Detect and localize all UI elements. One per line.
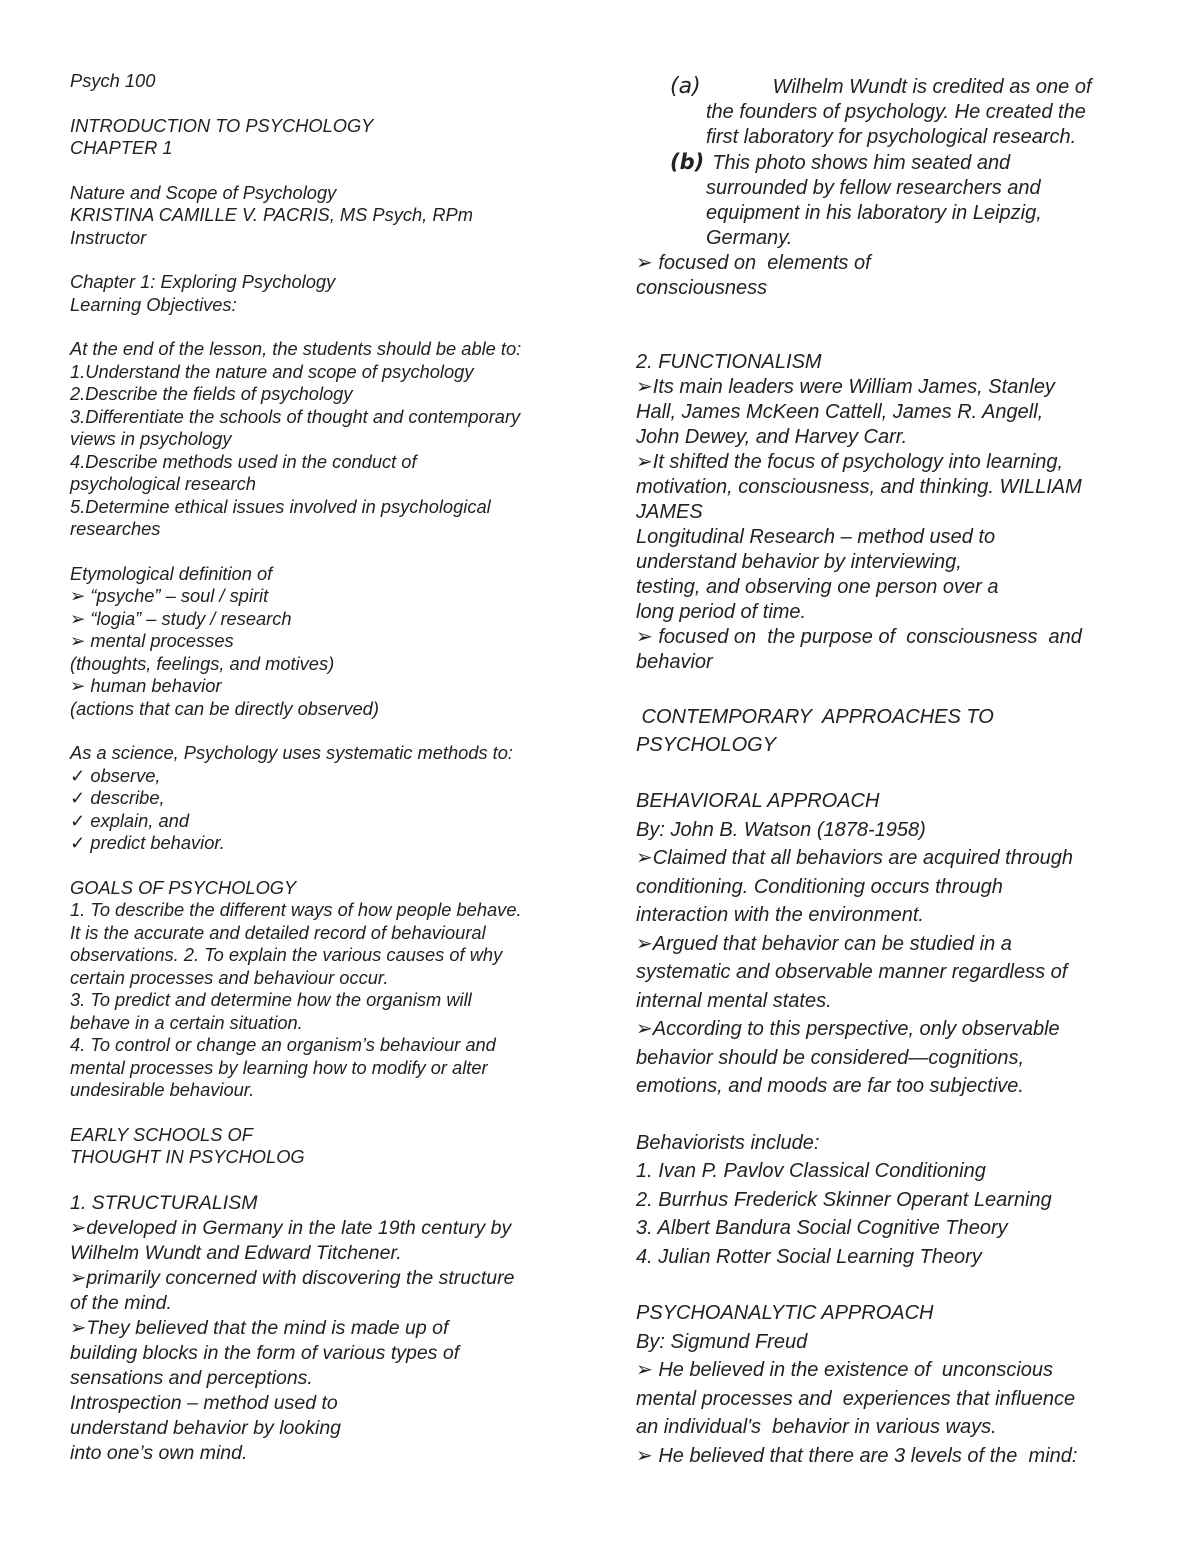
text-line: EARLY SCHOOLS OF [70, 1123, 253, 1145]
text-line: 1. STRUCTURALISM [70, 1191, 258, 1214]
caption-b-rest [636, 176, 1136, 251]
text-line: Longitudinal Research – method used to [636, 526, 996, 548]
text-line: systematic and observable manner regardless of [636, 961, 1068, 983]
left-column [70, 70, 570, 1466]
goals-section [70, 877, 570, 1102]
text-line: ➢primarily concerned with discovering the structure [70, 1266, 515, 1289]
text-line: equipment in his laboratory in Leipzig, [706, 202, 1042, 224]
text-line: Wilhelm Wundt and Edward Titchener. [70, 1241, 402, 1264]
functionalism-section [636, 350, 1136, 675]
text-line: By: John B. Watson (1878-1958) [636, 818, 926, 841]
text-line: 1. Ivan P. Pavlov Classical Conditioning [636, 1160, 986, 1182]
text-line: THOUGHT IN PSYCHOLOG [70, 1146, 305, 1167]
text-line: 3.Differentiate the schools of thought and contemporary [70, 405, 521, 427]
text-line: By: Sigmund Freud [636, 1330, 808, 1353]
text-line: ➢Its main leaders were William James, Stanley [636, 376, 1055, 398]
text-line: ➢ focused on elements of [636, 252, 871, 274]
text-line: 5.Determine ethical issues involved in psychological [70, 495, 491, 517]
text-line: psychological research [70, 473, 256, 494]
text-line: Instructor [70, 226, 147, 248]
text-line: understand behavior by looking [70, 1416, 342, 1439]
psychoanalytic-section [636, 1299, 1136, 1470]
text-line: CHAPTER 1 [70, 137, 173, 158]
text-line: Chapter 1: Exploring Psychology [70, 271, 336, 292]
text-line: ✓ observe, [70, 764, 161, 786]
text-line: the founders of psychology. He created the [706, 101, 1086, 123]
text-line: mental processes and experiences that influence [636, 1387, 1076, 1410]
text-line: researches [70, 518, 161, 539]
text-line: understand behavior by interviewing, [636, 551, 962, 573]
course-header [70, 70, 570, 93]
caption-b [636, 150, 1136, 251]
text-line: John Dewey, and Harvey Carr. [636, 426, 908, 448]
caption-a-label: (a) [670, 74, 701, 99]
text-line: ➢developed in Germany in the late 19th century by [70, 1216, 512, 1239]
text-line: 4. Julian Rotter Social Learning Theory [636, 1245, 982, 1268]
caption-a [636, 74, 1136, 150]
text-line: interaction with the environment. [636, 904, 924, 926]
caption-a-rest [636, 100, 1136, 150]
text-line: 2.Describe the fields of psychology [70, 383, 353, 404]
text-line: It is the accurate and detailed record of behavioural [70, 921, 486, 943]
text-line: testing, and observing one person over a [636, 576, 999, 598]
text-line: ➢Argued that behavior can be studied in a [636, 932, 1012, 955]
behaviorists-list [636, 1129, 1136, 1272]
chapter-block [70, 271, 570, 316]
text-line: Learning Objectives: [70, 293, 237, 315]
text-line: undesirable behaviour. [70, 1079, 255, 1100]
text-line: ➢They believed that the mind is made up of [70, 1316, 449, 1339]
etymology-section [70, 563, 570, 721]
text-line: 3. To predict and determine how the organism will [70, 989, 472, 1010]
text-line: ➢ mental processes [70, 630, 234, 651]
text-line: conditioning. Conditioning occurs through [636, 875, 1003, 898]
text-line: building blocks in the form of various types of [70, 1341, 460, 1364]
text-line: of the mind. [70, 1291, 172, 1314]
text-line: PSYCHOLOGY [636, 734, 777, 756]
text-line: internal mental states. [636, 989, 832, 1012]
text-line: ✓ explain, and [70, 809, 189, 831]
science-section [70, 742, 570, 855]
text-line: behave in a certain situation. [70, 1011, 303, 1033]
text-line: views in psychology [70, 428, 232, 449]
text-line: Germany. [706, 227, 793, 249]
text-line: ➢ He believed that there are 3 levels of the mind: [636, 1444, 1078, 1467]
behavioral-section [636, 787, 1136, 1101]
early-schools-heading [70, 1124, 570, 1169]
text-line: behavior [636, 651, 713, 673]
text-line: 1. To describe the different ways of how people behave. [70, 899, 522, 920]
text-line: ➢ “psyche” – soul / spirit [70, 585, 269, 606]
text-line: Behaviorists include: [636, 1131, 820, 1154]
text-line: ✓ describe, [70, 787, 165, 808]
text-line: behavior should be considered—cognitions, [636, 1046, 1025, 1069]
text-line: first laboratory for psychological research. [706, 126, 1077, 148]
text-line: sensations and perceptions. [70, 1366, 313, 1389]
text-line: (actions that can be directly observed) [70, 697, 379, 719]
text-line: Hall, James McKeen Cattell, James R. Angell, [636, 401, 1044, 423]
text-line: ➢According to this perspective, only observable [636, 1018, 1060, 1040]
text-line: INTRODUCTION TO PSYCHOLOGY [70, 114, 374, 136]
right-column [636, 74, 1136, 1470]
text-line: into one’s own mind. [70, 1441, 248, 1464]
instructor-block [70, 182, 570, 250]
text-line: CONTEMPORARY APPROACHES TO [636, 706, 994, 728]
caption-b-label: (b) [670, 150, 705, 174]
text-line: Psych 100 [70, 70, 156, 91]
text-line: emotions, and moods are far too subjective. [636, 1075, 1024, 1097]
text-line: ➢ focused on the purpose of consciousness and [636, 626, 1082, 648]
contemporary-heading [636, 703, 1136, 759]
text-line: Etymological definition of [70, 562, 273, 584]
caption-b-text: This photo shows him seated and [712, 152, 1011, 174]
text-line: 4.Describe methods used in the conduct of [70, 450, 417, 472]
text-line: GOALS OF PSYCHOLOGY [70, 876, 297, 898]
text-line: At the end of the lesson, the students should be able to: [70, 338, 522, 359]
text-line: motivation, consciousness, and thinking. WILLIAM [636, 476, 1082, 498]
learning-objectives [70, 338, 570, 541]
text-line: JAMES [636, 501, 703, 523]
text-line: observations. 2. To explain the various causes of why [70, 944, 503, 965]
text-line: BEHAVIORAL APPROACH [636, 790, 880, 812]
text-line: PSYCHOANALYTIC APPROACH [636, 1302, 934, 1324]
structuralism-section [70, 1191, 570, 1466]
text-line: 2. FUNCTIONALISM [636, 351, 822, 373]
text-line: Introspection – method used to [70, 1391, 338, 1414]
intro-heading [70, 115, 570, 160]
text-line: KRISTINA CAMILLE V. PACRIS, MS Psych, RPm [70, 204, 473, 225]
text-line: mental processes by learning how to modify or alter [70, 1056, 488, 1078]
text-line: 3. Albert Bandura Social Cognitive Theory [636, 1217, 1008, 1239]
text-line: ➢ human behavior [70, 675, 222, 696]
text-line: ➢It shifted the focus of psychology into learning, [636, 451, 1064, 473]
text-line: long period of time. [636, 601, 807, 623]
text-line: As a science, Psychology uses systematic methods to: [70, 742, 514, 763]
text-line: consciousness [636, 277, 768, 299]
text-line: (thoughts, feelings, and motives) [70, 652, 335, 674]
text-line: certain processes and behaviour occur. [70, 966, 389, 988]
text-line: surrounded by fellow researchers and [706, 177, 1041, 199]
text-line: ✓ predict behavior. [70, 832, 225, 853]
text-line: Nature and Scope of Psychology [70, 181, 337, 203]
structuralism-focus [636, 251, 1136, 301]
text-line: 1.Understand the nature and scope of psychology [70, 360, 474, 382]
text-line: 4. To control or change an organism’s behaviour and [70, 1034, 496, 1055]
text-line: ➢ He believed in the existence of unconscious [636, 1359, 1054, 1381]
text-line: an individual's behavior in various ways. [636, 1416, 997, 1438]
text-line: 2. Burrhus Frederick Skinner Operant Learning [636, 1188, 1052, 1211]
text-line: ➢Claimed that all behaviors are acquired through [636, 847, 1074, 869]
caption-a-text: Wilhelm Wundt is credited as one of [772, 76, 1092, 98]
text-line: ➢ “logia” – study / research [70, 607, 292, 629]
